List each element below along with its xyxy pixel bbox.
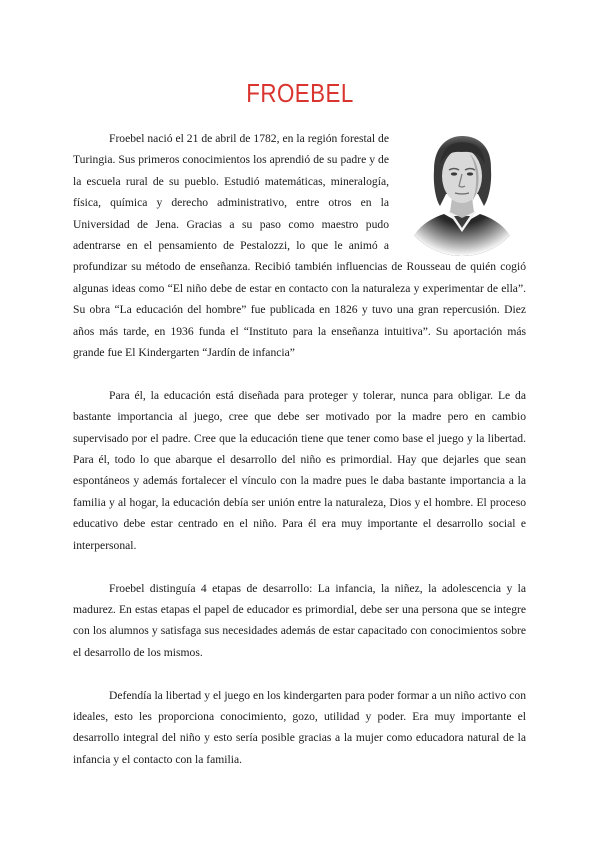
paragraph-3: Froebel distinguía 4 etapas de desarrollo: La infancia, la niñez, la adolescencia y la madurez. En estas etapas el papel de educador es primordial, debe ser una persona que se integre con los alumnos y satisfaga sus necesidades además de estar capacitado con conocimientos sobre el desarrollo de los mismos.	[73, 581, 526, 659]
paragraph-1	[73, 128, 526, 363]
portrait-wrap-space	[389, 128, 526, 256]
paragraph-4: Defendía la libertad y el juego en los kindergarten para poder formar a un niño activo con ideales, esto les proporciona conocimiento, gozo, utilidad y poder. Era muy importante el desarrollo integral del niño y esto sería posible gracias a la mujer como educadora natural de la infancia y el contacto con la familia.	[73, 688, 526, 766]
paragraph-1-text: Froebel nació el 21 de abril de 1782, en la región forestal de Turingia. Sus primeros conocimientos los aprendió de su padre y de la escuela rural de su pueblo. Estudió matemáticas, mineralogía, física, química y derecho administrativo, entre otros en la Universidad de Jena. Gracias a su paso como maestro pudo adentrarse en el pensamiento de Pestalozzi, lo que le animó a profundizar su método de enseñanza. Recibió también influencias de Rousseau de quién cogió algunas ideas como “El niño debe de estar en contacto con la naturaleza y experimentar de ella”. Su obra “La educación del hombre” fue publicada en 1826 y tuvo una gran repercusión. Diez años más tarde, en 1936 funda el “Instituto para la enseñanza intuitiva”. Su aportación más grande fue El Kindergarten “Jardín de infancia”	[73, 132, 526, 360]
paragraph-2: Para él, la educación está diseñada para proteger y tolerar, nunca para obligar. Le da bastante importancia al juego, cree que debe ser motivado por la madre pero en cambio supervisado por el padre. Cree que la educación tiene que tener como base el juego y la libertad. Para él, todo lo que abarque el desarrollo del niño es primordial. Hay que dejarles que sean espontáneos y además fortalecer el vínculo con la madre pues le daba bastante importancia a la familia y al hogar, la educación debía ser unión entre la naturaleza, Dios y el hombre. El proceso educativo debe estar centrado en el niño. Para él era muy importante el desarrollo social e interpersonal.	[73, 388, 526, 552]
article-body	[73, 128, 526, 770]
page-title: FROEBEL	[246, 78, 354, 108]
